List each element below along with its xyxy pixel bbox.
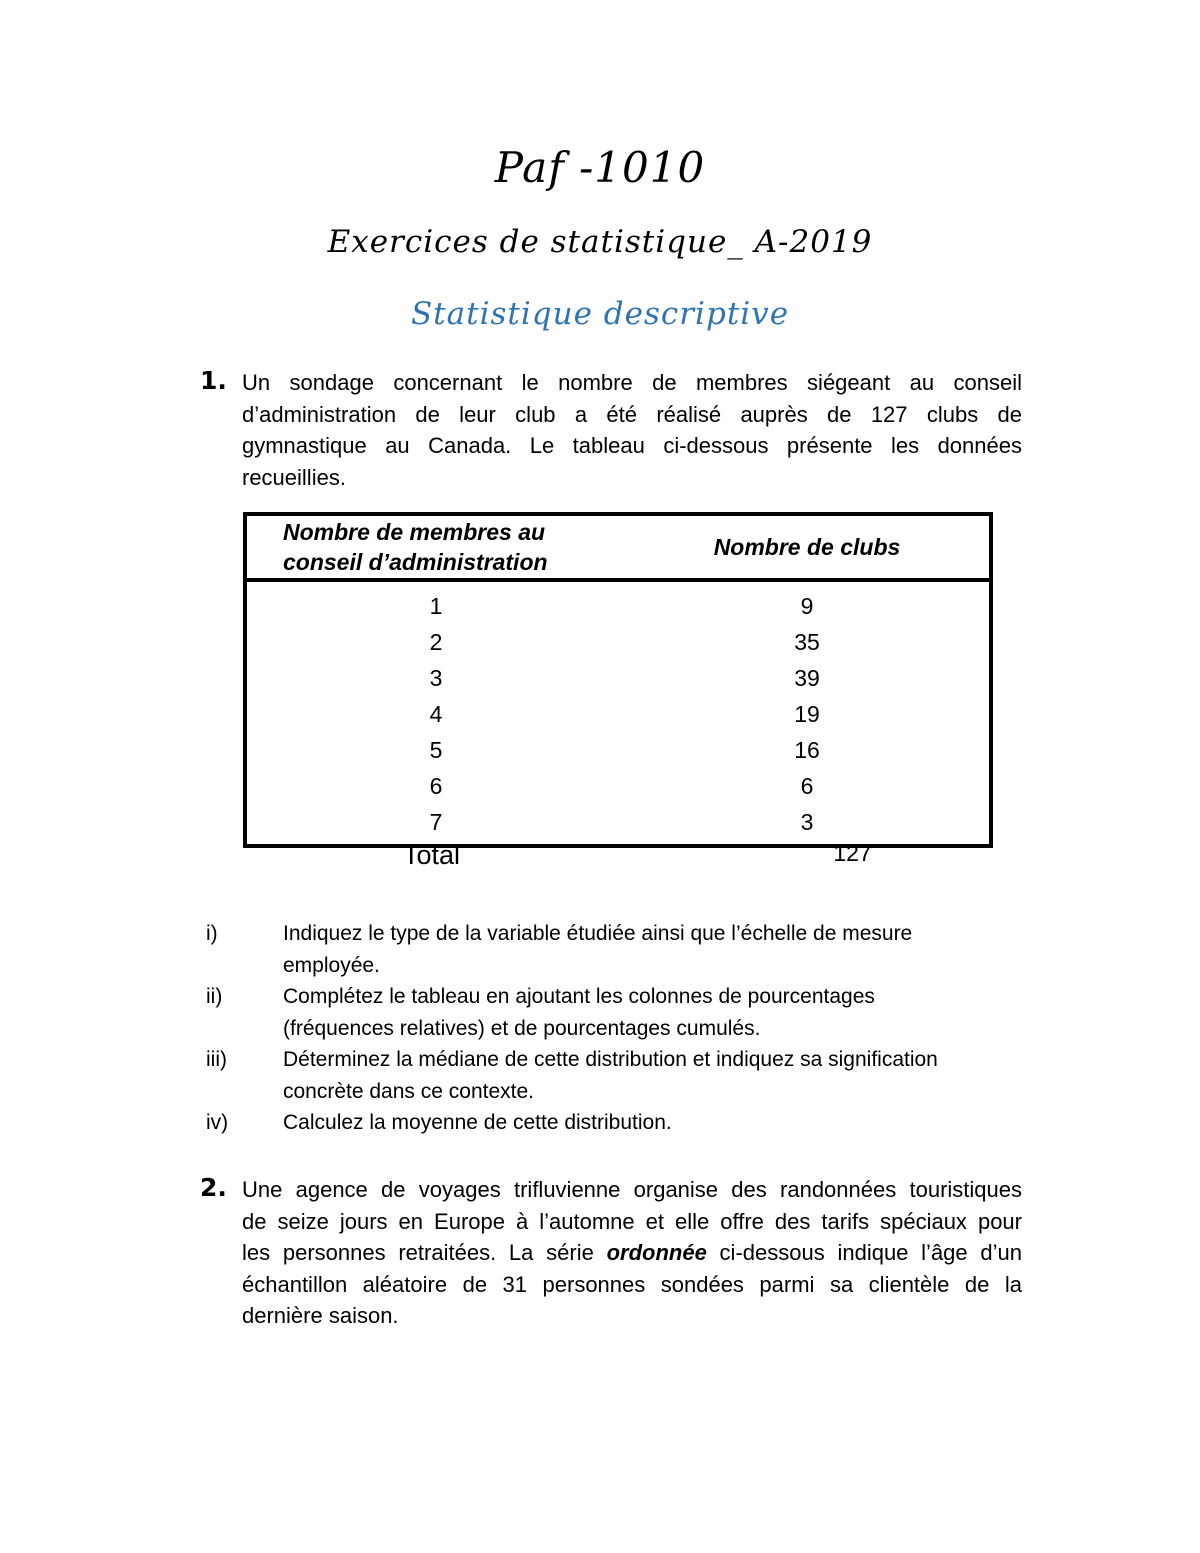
question-2-line: de seize jours en Europe à l’automne et elle offre des tarifs spéciaux pour xyxy=(242,1208,1022,1234)
cell-members: 2 xyxy=(429,628,443,655)
question-2-number: 2. xyxy=(200,1173,227,1202)
cell-members: 1 xyxy=(429,592,443,619)
question-1-line: gymnastique au Canada. Le tableau ci-dessous présente les données xyxy=(242,433,1022,458)
question-2-line: Une agence de voyages trifluvienne organise des randonnées touristiques xyxy=(242,1177,1022,1202)
cell-clubs: 19 xyxy=(794,700,820,727)
question-2-line-part: les personnes retraitées. La série xyxy=(242,1240,607,1265)
question-2-line: dernière saison. xyxy=(242,1303,399,1328)
cell-clubs: 39 xyxy=(794,664,820,691)
table-row xyxy=(245,624,991,660)
cell-clubs: 9 xyxy=(800,592,814,619)
emphasized-word: ordonnée xyxy=(606,1240,707,1265)
header-members-line2: conseil d’administration xyxy=(283,549,548,575)
question-1-line: d’administration de leur club a été réalisé auprès de 127 clubs de xyxy=(242,401,1022,427)
table-row xyxy=(245,732,991,768)
list-item xyxy=(190,1044,1030,1107)
table-row xyxy=(245,660,991,696)
subquestion-number: ii) xyxy=(206,985,223,1008)
subquestion-number: iv) xyxy=(206,1111,229,1134)
cell-members: 3 xyxy=(429,664,443,691)
document-subtitle: Exercices de statistique_ A-2019 xyxy=(327,224,873,260)
question-2-line xyxy=(242,1237,1022,1269)
cell-clubs: 16 xyxy=(794,736,820,763)
question-2-line-part: ci-dessous indique l’âge d’un xyxy=(706,1240,1022,1265)
table-header-row xyxy=(245,514,991,580)
list-item xyxy=(190,981,1030,1044)
course-title: Paf -1010 xyxy=(494,143,706,192)
total-label: Total xyxy=(403,840,461,870)
table-row xyxy=(245,768,991,804)
header-clubs: Nombre de clubs xyxy=(625,514,991,580)
question-1-line: Un sondage concernant le nombre de membres siégeant au conseil xyxy=(242,370,1022,395)
members-table xyxy=(243,512,993,848)
subquestion-number: i) xyxy=(206,922,218,945)
cell-clubs: 3 xyxy=(800,808,814,835)
question-1-line: recueillies. xyxy=(242,464,346,490)
question-1-number: 1. xyxy=(200,366,227,395)
header-members-line1: Nombre de membres au xyxy=(283,519,546,545)
total-value: 127 xyxy=(833,840,872,866)
subquestion-text: Calculez la moyenne de cette distribution. xyxy=(283,1111,672,1134)
cell-members: 5 xyxy=(429,736,443,763)
subquestion-text: Complétez le tableau en ajoutant les colonnes de pourcentages xyxy=(283,985,875,1008)
subquestion-text: employée. xyxy=(283,953,380,977)
subquestion-text: Déterminez la médiane de cette distribution et indiquez sa signification xyxy=(283,1048,938,1071)
cell-members: 6 xyxy=(429,772,443,799)
cell-clubs: 35 xyxy=(794,628,820,655)
subquestion-text: (fréquences relatives) et de pourcentages cumulés. xyxy=(283,1016,761,1040)
cell-clubs: 6 xyxy=(800,772,814,799)
subquestion-text: concrète dans ce contexte. xyxy=(283,1079,534,1103)
question-1-text xyxy=(242,367,1022,493)
subquestion-list xyxy=(190,918,1030,1139)
list-item xyxy=(190,918,1030,981)
header-members xyxy=(245,514,625,580)
question-2-text xyxy=(242,1174,1022,1332)
table-row xyxy=(245,580,991,624)
subquestion-number: iii) xyxy=(206,1048,227,1071)
cell-members: 4 xyxy=(429,700,443,727)
list-item xyxy=(190,1107,1030,1139)
table-row xyxy=(245,696,991,732)
subquestion-text: Indiquez le type de la variable étudiée ainsi que l’échelle de mesure xyxy=(283,922,913,945)
question-2-line: échantillon aléatoire de 31 personnes sondées parmi sa clientèle de la xyxy=(242,1271,1022,1297)
section-title: Statistique descriptive xyxy=(410,296,790,332)
cell-members: 7 xyxy=(429,808,443,835)
